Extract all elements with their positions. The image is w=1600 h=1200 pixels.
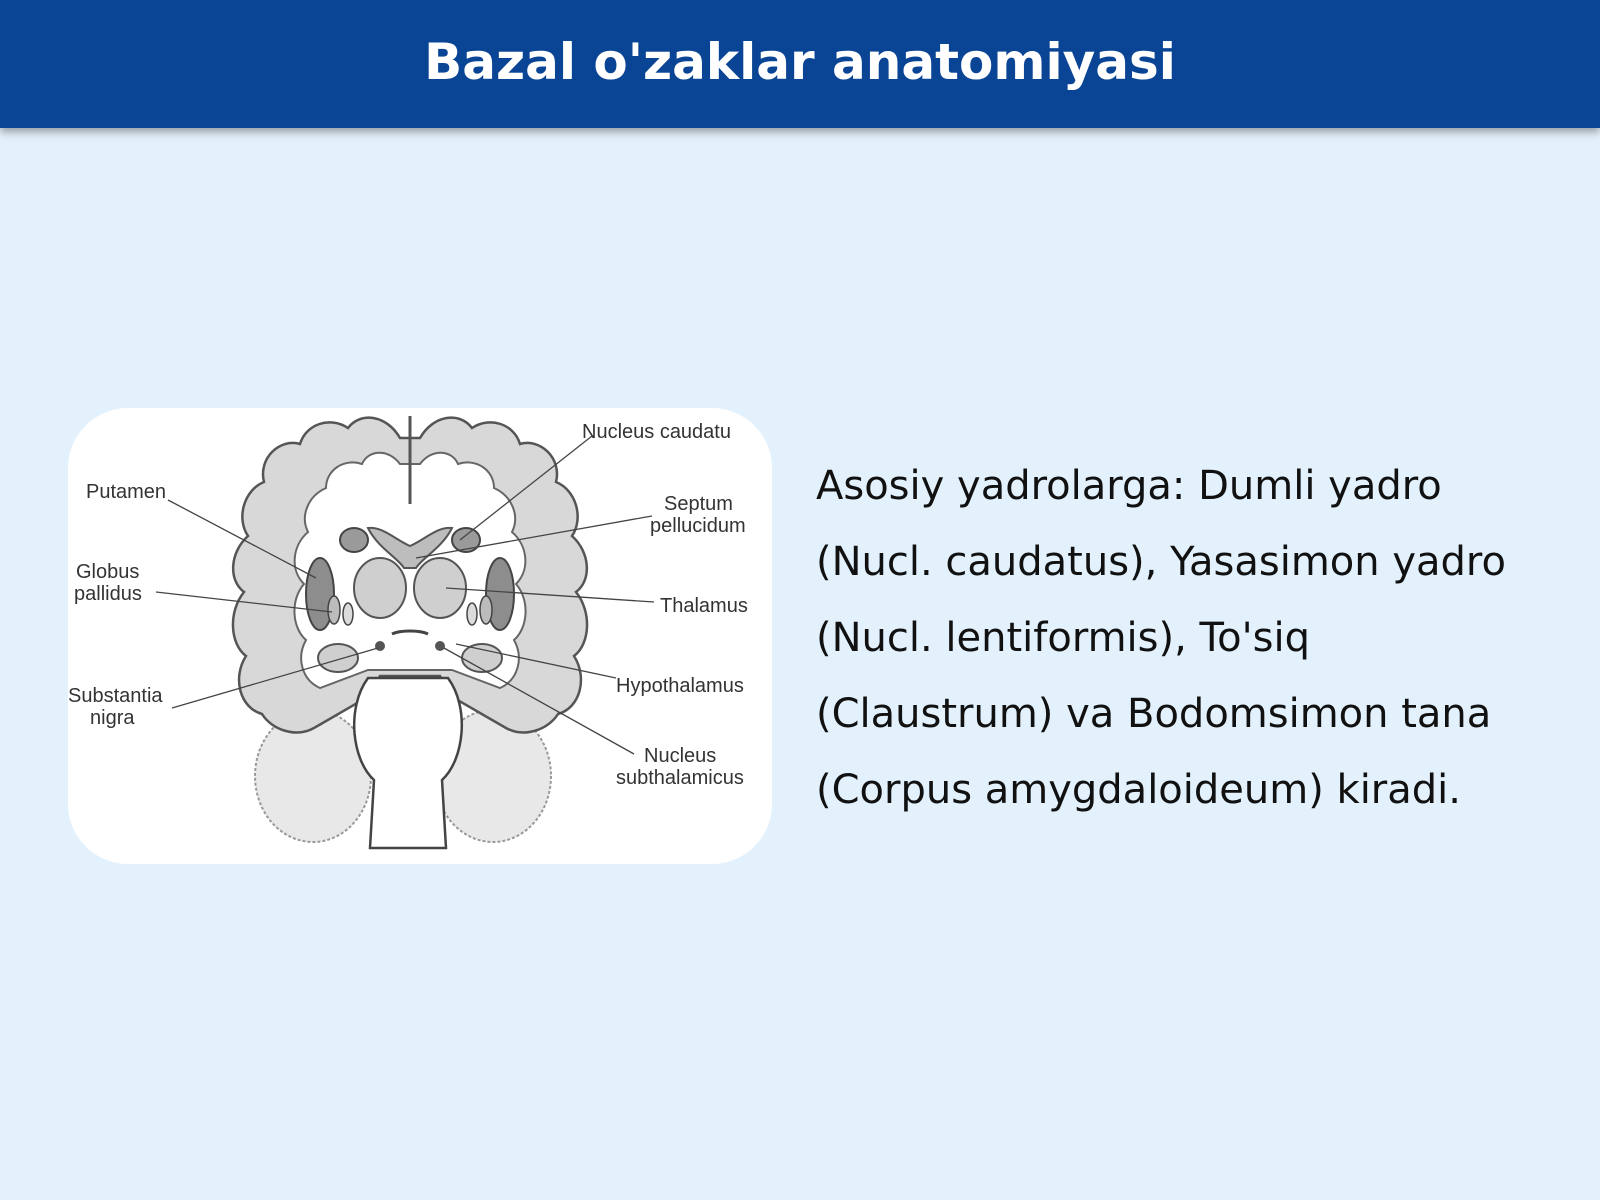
label-subthalamicus-line2: subthalamicus xyxy=(616,767,744,789)
globus-right xyxy=(480,596,492,624)
caudate-left xyxy=(340,528,368,552)
label-septum-line2: pellucidum xyxy=(650,515,746,537)
brain-coronal-section-figure xyxy=(68,408,772,864)
thalamus-right xyxy=(414,558,466,618)
label-thalamus: Thalamus xyxy=(660,595,748,617)
brain-diagram xyxy=(68,408,772,864)
label-putamen: Putamen xyxy=(86,481,167,503)
thalamus-left xyxy=(354,558,406,618)
slide-body-text: Asosiy yadrolarga: Dumli yadro (Nucl. caudatus), Yasasimon yadro (Nucl. lentiformis), To'siq (Claustrum) va Bodomsimon tana (Corpus amygdaloideum) kiradi. xyxy=(816,463,1506,813)
caudate-right xyxy=(452,528,480,552)
label-septum-line1: Septum xyxy=(664,493,733,515)
title-bar xyxy=(0,0,1600,128)
label-substantia-line1: Substantia xyxy=(68,685,163,707)
brainstem xyxy=(354,678,462,848)
label-globus-line1: Globus xyxy=(76,561,140,583)
label-hypothalamus: Hypothalamus xyxy=(616,675,744,697)
slide-title: Bazal o'zaklar anatomiyasi xyxy=(424,33,1176,91)
label-substantia-line2: nigra xyxy=(90,707,135,729)
label-subthalamicus-line1: Nucleus xyxy=(644,745,717,767)
label-globus-line2: pallidus xyxy=(74,583,142,605)
globus-left xyxy=(328,596,340,624)
label-nucleus-caudatus: Nucleus caudatu xyxy=(582,421,731,443)
